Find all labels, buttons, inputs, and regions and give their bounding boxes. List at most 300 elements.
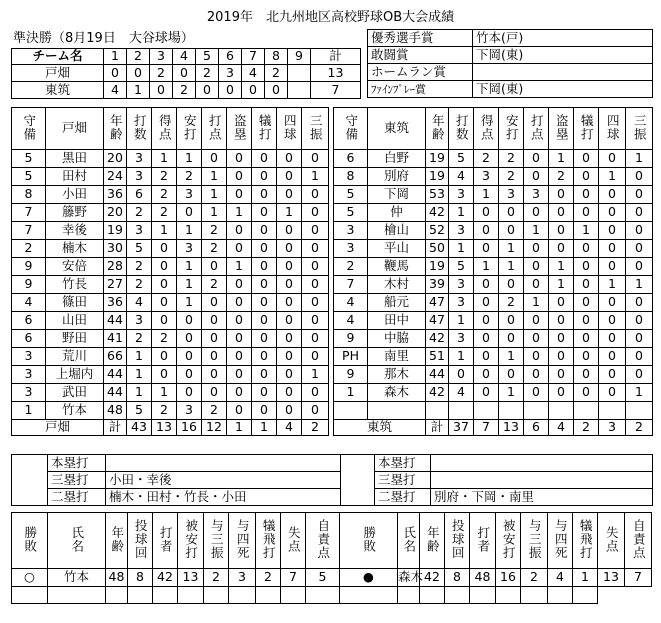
player-stat: 1 (524, 294, 549, 312)
player-stat: 0 (277, 312, 302, 330)
player-name: 山田 (46, 312, 104, 330)
inning-score: 0 (173, 65, 196, 82)
player-stat: 0 (574, 186, 599, 204)
player-stat: 1 (152, 222, 177, 240)
player-stat: 1 (449, 348, 474, 366)
batting-row (334, 348, 653, 366)
player-stat: 1 (202, 204, 227, 222)
hits-tobata (106, 455, 341, 472)
player-stat: 0 (302, 150, 329, 168)
player-position: 7 (12, 222, 46, 240)
batting-row (334, 222, 653, 240)
pitcher-stat: 3 (229, 569, 256, 587)
player-name: 田村 (46, 168, 104, 186)
player-age: 50 (426, 240, 449, 258)
player-stat: 1 (474, 258, 499, 276)
player-stat: 2 (499, 150, 524, 168)
player-stat: 2 (152, 186, 177, 204)
stat-header (449, 108, 474, 150)
player-position: 9 (334, 330, 368, 348)
stat-header-text: 安打 (182, 113, 198, 141)
player-stat: 0 (227, 348, 252, 366)
player-stat: 0 (302, 294, 329, 312)
player-stat: 0 (626, 330, 653, 348)
position-header-text: 守備 (21, 113, 37, 141)
player-stat: 0 (302, 240, 329, 258)
player-stat: 2 (202, 240, 227, 258)
player-age: 52 (426, 222, 449, 240)
player-stat: 0 (252, 150, 277, 168)
player-stat: 0 (227, 240, 252, 258)
batting-row (334, 258, 653, 276)
player-name: 小田 (46, 186, 104, 204)
player-stat: 1 (449, 204, 474, 222)
player-stat: 0 (277, 294, 302, 312)
player-age: 51 (426, 348, 449, 366)
empty-cell (521, 587, 548, 604)
position-header-text: 守備 (343, 113, 359, 141)
player-stat: 0 (302, 204, 329, 222)
extra-base-hits-table (11, 454, 653, 506)
linescore-header-row (12, 49, 361, 65)
player-age: 28 (104, 258, 127, 276)
player-stat: 1 (599, 276, 626, 294)
player-stat: 2 (499, 168, 524, 186)
result-header-text: 勝敗 (361, 525, 377, 553)
player-age: 47 (426, 294, 449, 312)
player-stat: 0 (626, 240, 653, 258)
player-age: 39 (426, 276, 449, 294)
player-stat: 1 (127, 366, 152, 384)
player-stat: 0 (227, 312, 252, 330)
pitching-stat-header (548, 513, 573, 569)
player-position: 5 (12, 168, 46, 186)
player-name: 楠木 (46, 240, 104, 258)
player-stat: 1 (499, 258, 524, 276)
player-stat: 0 (252, 312, 277, 330)
pitcher-name-header (398, 513, 420, 569)
pitching-stat-header-text: 被安打 (183, 519, 199, 560)
player-stat: 0 (549, 204, 574, 222)
empty-cell (398, 587, 420, 604)
stat-header (302, 108, 329, 150)
player-position: 7 (334, 276, 368, 294)
player-name: 南里 (368, 348, 426, 366)
total-label: 計 (104, 420, 127, 436)
team-header: 東筑 (368, 108, 426, 150)
player-stat: 0 (549, 330, 574, 348)
player-name: 荒川 (46, 348, 104, 366)
player-stat: 0 (524, 330, 549, 348)
team-total-stat: 2 (302, 420, 329, 436)
player-stat: 0 (302, 348, 329, 366)
pitching-stat-header (281, 513, 306, 569)
stat-header-text: 犠打 (579, 113, 595, 141)
pitcher-name: 竹本 (48, 569, 106, 587)
pitching-stat-header (229, 513, 256, 569)
player-age: 44 (104, 384, 127, 402)
empty-cell (48, 587, 106, 604)
player-stat: 2 (152, 402, 177, 420)
empty-cell (496, 587, 521, 604)
player-name: 幸後 (46, 222, 104, 240)
award-label: ﾌｧｲﾝﾌﾟﾚｰ賞 (368, 81, 473, 98)
pitching-header-row (12, 513, 652, 569)
player-stat: 1 (177, 258, 202, 276)
pitching-stat-header (445, 513, 470, 569)
player-stat: 1 (474, 186, 499, 204)
pitching-stat-header-text: 被安打 (501, 519, 517, 560)
player-stat: 1 (202, 186, 227, 204)
empty-cell (12, 587, 48, 604)
batting-row (12, 168, 329, 186)
player-age: 36 (104, 186, 127, 204)
player-stat: 0 (152, 240, 177, 258)
player-stat: 0 (574, 384, 599, 402)
player-stat: 0 (152, 294, 177, 312)
pitching-stat-header (573, 513, 598, 569)
player-name: 別府 (368, 168, 426, 186)
player-stat: 0 (474, 294, 499, 312)
player-stat: 0 (626, 366, 653, 384)
player-stat: 5 (127, 402, 152, 420)
tobata-batting-table (11, 107, 329, 436)
player-stat: 0 (277, 240, 302, 258)
player-position: 4 (334, 312, 368, 330)
inning-8: 8 (265, 49, 288, 65)
player-stat: 0 (277, 222, 302, 240)
player-stat: 0 (152, 312, 177, 330)
team-total-stat: 7 (474, 420, 499, 436)
team-total-stat: 3 (599, 420, 626, 436)
empty-cell (445, 587, 470, 604)
pitcher-stat: 1 (573, 569, 598, 587)
player-name: 下岡 (368, 186, 426, 204)
stat-header (202, 108, 227, 150)
inning-score: 2 (173, 82, 196, 99)
player-age: 42 (426, 330, 449, 348)
player-stat: 0 (202, 348, 227, 366)
player-stat: 0 (177, 312, 202, 330)
player-stat: 0 (524, 150, 549, 168)
player-stat: 0 (202, 258, 227, 276)
empty-cell (574, 402, 599, 420)
player-stat: 1 (127, 348, 152, 366)
player-stat: 0 (252, 348, 277, 366)
pitching-stat-header-text: 年齢 (425, 525, 441, 553)
player-stat: 0 (549, 312, 574, 330)
player-stat: 0 (252, 222, 277, 240)
empty-cell (420, 587, 445, 604)
player-stat: 0 (599, 222, 626, 240)
batting-row (334, 204, 653, 222)
player-name: 黒田 (46, 150, 104, 168)
batting-row (12, 384, 329, 402)
player-stat: 2 (127, 258, 152, 276)
player-stat: 0 (277, 168, 302, 186)
player-stat: 0 (599, 366, 626, 384)
player-position: 3 (12, 384, 46, 402)
player-stat: 0 (152, 348, 177, 366)
pitching-stat-header (128, 513, 153, 569)
pitching-stat-header (598, 513, 625, 569)
inning-5: 5 (196, 49, 219, 65)
position-header (334, 108, 368, 150)
player-stat: 0 (474, 366, 499, 384)
player-position: 4 (334, 294, 368, 312)
pitcher-stat: 48 (470, 569, 496, 587)
batting-row (12, 222, 329, 240)
team-name: 東筑 (12, 82, 104, 99)
player-stat: 0 (549, 240, 574, 258)
player-position: PH (334, 348, 368, 366)
player-stat: 0 (549, 294, 574, 312)
player-stat: 0 (574, 276, 599, 294)
pitcher-stat: 8 (128, 569, 153, 587)
player-stat: 0 (227, 150, 252, 168)
player-age: 19 (426, 150, 449, 168)
inning-score: 0 (242, 82, 265, 99)
pitcher-stat: 4 (548, 569, 573, 587)
player-stat: 0 (574, 366, 599, 384)
player-position: 2 (334, 258, 368, 276)
player-stat: 0 (574, 294, 599, 312)
award-row (368, 47, 653, 64)
player-stat: 0 (227, 402, 252, 420)
player-stat: 2 (549, 168, 574, 186)
player-stat: 1 (177, 222, 202, 240)
batting-row (12, 240, 329, 258)
empty-cell (426, 402, 449, 420)
player-stat: 0 (599, 186, 626, 204)
result-header-text: 勝敗 (22, 525, 38, 553)
player-stat: 0 (277, 150, 302, 168)
player-name: 仲 (368, 204, 426, 222)
player-stat: 0 (449, 366, 474, 384)
player-stat: 0 (599, 204, 626, 222)
team-total-label: 東筑 (334, 420, 426, 436)
player-stat: 0 (177, 384, 202, 402)
stat-header (524, 108, 549, 150)
player-stat: 0 (252, 240, 277, 258)
empty-cell (599, 402, 626, 420)
player-stat: 1 (177, 276, 202, 294)
batting-row (334, 366, 653, 384)
player-age: 53 (426, 186, 449, 204)
player-stat: 0 (599, 240, 626, 258)
age-header-text: 年齢 (430, 113, 446, 141)
player-stat: 3 (449, 276, 474, 294)
player-stat: 0 (227, 168, 252, 186)
player-stat: 0 (574, 150, 599, 168)
linescore-row-tobata (12, 65, 361, 82)
player-stat: 4 (449, 168, 474, 186)
player-stat: 0 (474, 348, 499, 366)
player-stat: 1 (227, 258, 252, 276)
player-position: 5 (334, 186, 368, 204)
player-stat: 3 (127, 168, 152, 186)
player-stat: 0 (252, 276, 277, 294)
team-total-stat: 43 (127, 420, 152, 436)
player-stat: 3 (177, 240, 202, 258)
pitching-stat-header-text: 失点 (604, 525, 620, 553)
pitcher-stat: 7 (281, 569, 306, 587)
player-age: 20 (104, 204, 127, 222)
stat-header (277, 108, 302, 150)
stat-header (127, 108, 152, 150)
empty-cell (573, 587, 598, 604)
team-total-stat: 1 (252, 420, 277, 436)
player-stat: 2 (127, 330, 152, 348)
player-stat: 1 (302, 366, 329, 384)
empty-cell (153, 587, 178, 604)
player-stat: 1 (152, 384, 177, 402)
player-stat: 2 (127, 276, 152, 294)
player-stat: 0 (474, 276, 499, 294)
inning-9: 9 (288, 49, 311, 65)
player-stat: 3 (499, 186, 524, 204)
player-stat: 0 (252, 366, 277, 384)
hits-label: 三塁打 (48, 472, 106, 489)
player-age: 27 (104, 276, 127, 294)
player-stat: 0 (177, 330, 202, 348)
player-stat: 1 (499, 384, 524, 402)
pitching-stat-header (106, 513, 128, 569)
player-stat: 0 (152, 258, 177, 276)
player-position: 9 (12, 276, 46, 294)
pitching-table (11, 512, 652, 604)
player-name: 野田 (46, 330, 104, 348)
player-stat: 0 (626, 168, 653, 186)
player-stat: 0 (202, 312, 227, 330)
player-position: 4 (12, 294, 46, 312)
stat-header-text: 打点 (529, 113, 545, 141)
player-stat: 5 (449, 150, 474, 168)
player-stat: 0 (524, 276, 549, 294)
player-age: 66 (104, 348, 127, 366)
pitching-stat-header (306, 513, 340, 569)
batting-header-row (334, 108, 653, 150)
player-stat: 0 (277, 258, 302, 276)
player-stat: 0 (252, 258, 277, 276)
player-stat: 3 (127, 222, 152, 240)
player-stat: 3 (524, 186, 549, 204)
player-stat: 0 (499, 276, 524, 294)
player-stat: 0 (227, 276, 252, 294)
batting-row (334, 312, 653, 330)
pitcher-stat: 13 (178, 569, 204, 587)
player-stat: 0 (524, 384, 549, 402)
empty-cell (626, 402, 653, 420)
pitching-stat-header (625, 513, 652, 569)
empty-cell (470, 587, 496, 604)
player-stat: 1 (626, 150, 653, 168)
player-position: 7 (12, 204, 46, 222)
age-header (426, 108, 449, 150)
player-stat: 3 (449, 294, 474, 312)
pitching-stat-header-text: 犠飛打 (261, 519, 277, 560)
player-stat: 0 (152, 366, 177, 384)
hits-tobata: 小田・幸後 (106, 472, 341, 489)
player-stat: 2 (499, 294, 524, 312)
player-age: 19 (426, 258, 449, 276)
stat-header (574, 108, 599, 150)
player-stat: 1 (626, 276, 653, 294)
pitching-stat-header (153, 513, 178, 569)
stat-header-text: 三振 (632, 113, 648, 141)
empty-cell (548, 587, 573, 604)
player-age: 42 (426, 204, 449, 222)
player-stat: 1 (177, 150, 202, 168)
player-name: 白野 (368, 150, 426, 168)
empty-cell (204, 587, 229, 604)
pitcher-stat: 5 (306, 569, 340, 587)
player-stat: 0 (252, 204, 277, 222)
inning-score: 0 (196, 82, 219, 99)
player-age: 19 (104, 222, 127, 240)
pitcher-stat: 13 (598, 569, 625, 587)
player-stat: 2 (152, 330, 177, 348)
total-header: 計 (311, 49, 361, 65)
stat-header-text: 三振 (308, 113, 324, 141)
age-header-text: 年齢 (108, 113, 124, 141)
stat-header-text: 得点 (157, 113, 173, 141)
player-stat: 0 (574, 330, 599, 348)
player-stat: 0 (599, 384, 626, 402)
player-stat: 0 (277, 402, 302, 420)
award-value (473, 64, 653, 81)
pitching-stat-header-text: 失点 (286, 525, 302, 553)
result-header (340, 513, 398, 569)
empty-cell (549, 402, 574, 420)
player-position: 6 (12, 312, 46, 330)
hits-label: 二塁打 (48, 489, 106, 506)
stat-header-text: 打点 (207, 113, 223, 141)
player-age: 19 (426, 168, 449, 186)
pitching-stat-header-text: 与四死 (235, 519, 251, 560)
player-position: 5 (334, 204, 368, 222)
player-stat: 0 (252, 186, 277, 204)
player-stat: 0 (549, 222, 574, 240)
stat-header-text: 得点 (479, 113, 495, 141)
pitching-stat-header-text: 与三振 (209, 519, 225, 560)
player-stat: 2 (202, 402, 227, 420)
empty-cell (499, 402, 524, 420)
player-stat: 0 (202, 150, 227, 168)
hits-row-hr (12, 455, 653, 472)
player-name: 鞭馬 (368, 258, 426, 276)
player-stat: 0 (524, 366, 549, 384)
award-row (368, 64, 653, 81)
pitching-stat-header-text: 年齢 (109, 525, 125, 553)
player-stat: 0 (202, 366, 227, 384)
pitcher-stat: 42 (153, 569, 178, 587)
stat-header (549, 108, 574, 150)
pitcher-stat: 16 (496, 569, 521, 587)
stat-header-text: 盗塁 (232, 113, 248, 141)
player-stat: 3 (127, 312, 152, 330)
player-stat: 0 (549, 348, 574, 366)
player-stat: 1 (277, 204, 302, 222)
stat-header-text: 四球 (282, 113, 298, 141)
batting-row (334, 276, 653, 294)
player-name: 檜山 (368, 222, 426, 240)
player-stat: 1 (499, 348, 524, 366)
player-position: 6 (12, 330, 46, 348)
player-age: 44 (104, 366, 127, 384)
player-stat: 1 (524, 222, 549, 240)
player-stat: 2 (127, 204, 152, 222)
